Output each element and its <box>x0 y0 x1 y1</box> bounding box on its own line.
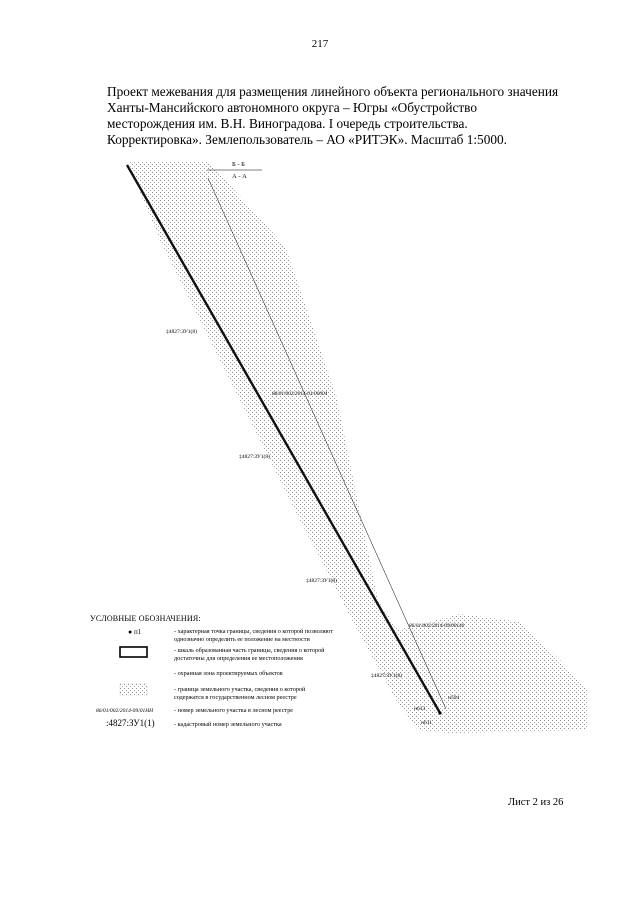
legend-line: - кадастровый номер земельного участка <box>174 721 282 728</box>
legend-item-boundary <box>90 647 390 669</box>
legend-line: содержатся в государственном лесном реестре <box>174 694 297 701</box>
legend-cadastral-number-text: :4827:ЗУ1(1) <box>106 718 155 728</box>
parcel-label: ‡4827:ЗУ1(8) <box>239 454 270 460</box>
legend-line: - охранная зона проектируемых объектов <box>174 670 283 677</box>
legend-line: - шкаль образованная часть границы, сведения о которой <box>174 647 325 654</box>
point-label: н613 <box>414 706 426 712</box>
title-line-2: Ханты-Мансийского автономного округа – Югры «Обустройство <box>107 100 478 115</box>
legend-line: однозначно определить ее положение на местности <box>174 636 310 643</box>
sheet-number: Лист 2 из 26 <box>508 797 564 808</box>
legend-description <box>174 707 384 715</box>
parcel-label: ‡4827:ЗУ1(8) <box>166 329 197 335</box>
legend-description <box>174 721 384 729</box>
legend-forest-number-text: 86/01/002/2014-09/01НН <box>96 708 154 714</box>
forest-registry-label: 86/01/002/2014-01/00004 <box>272 391 328 397</box>
point-label: н611 <box>421 720 432 726</box>
legend-item-cadastral-number <box>90 718 390 740</box>
legend-description <box>174 628 384 644</box>
legend-item-forest-boundary <box>90 686 390 708</box>
legend-point-symbol-text: ● п1 <box>128 628 142 636</box>
section-label-bottom: А - А <box>232 173 247 180</box>
legend-header: УСЛОВНЫЕ ОБОЗНАЧЕНИЯ: <box>90 614 201 623</box>
legend-line: - номер земельного участка в лесном реестре <box>174 707 294 714</box>
point-label: н594 <box>448 695 460 701</box>
legend-line: достаточны для определения ее местоположения <box>174 655 303 662</box>
title-line-4: Корректировка». Землепользователь – АО «РИТЭК». Масштаб 1:5000. <box>107 132 507 147</box>
title-line-3: месторождения им. В.Н. Виноградова. I очередь строительства. <box>107 116 468 131</box>
legend-line: - граница земельного участка, сведения о которой <box>174 686 306 693</box>
forest-registry-label: 86/01/002/2014-09/00140 <box>409 623 465 629</box>
parcel-label: ‡4827:ЗУ1(8) <box>371 673 402 679</box>
legend-description <box>174 647 384 663</box>
legend-line: - характерная точка границы, сведения о которой позволяют <box>174 628 333 635</box>
legend-description <box>174 686 384 702</box>
legend-description <box>174 670 384 678</box>
parcel-label: ‡4827:ЗУ1(8) <box>306 578 337 584</box>
legend-point-symbol <box>90 628 170 648</box>
page-number: 217 <box>311 38 329 50</box>
boundary-point-icon <box>438 711 441 714</box>
title-line-1: Проект межевания для размещения линейного объекта регионального значения <box>107 84 559 99</box>
legend-cadastral-number-symbol <box>90 718 170 738</box>
section-label-top: Б - Б <box>232 161 245 168</box>
